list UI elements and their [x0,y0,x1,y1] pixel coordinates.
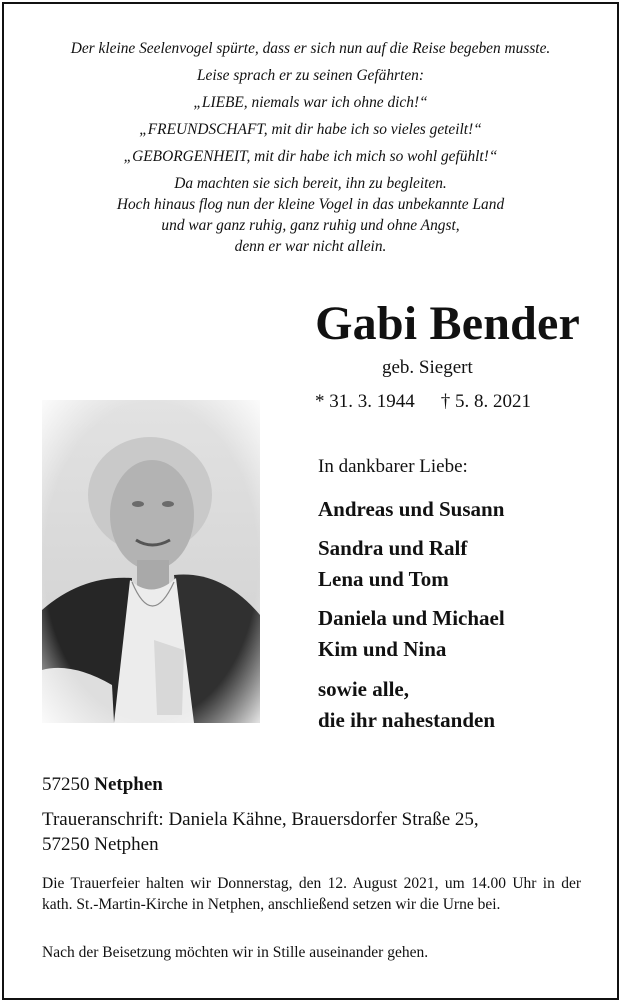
mourning-address-line: Traueranschrift: Daniela Kähne, Brauersdorfer Straße 25, [42,809,479,830]
mourning-address [42,807,582,857]
death-date: † 5. 8. 2021 [440,391,531,412]
closing-text: Nach der Beisetzung möchten wir in Stille auseinander gehen. [42,944,429,961]
mourner-name: sowie alle, [318,677,409,701]
mourner-name: Lena und Tom [318,567,449,591]
mourner-name: Kim und Nina [318,637,447,661]
mourners-intro: In dankbarer Liebe: [318,456,468,477]
maiden-name: geb. Siegert [382,357,473,378]
poem-line: Leise sprach er zu seinen Gefährten: [197,67,424,84]
poem-line: Da machten sie sich bereit, ihn zu begleiten. [174,175,447,192]
poem-line: „FREUNDSCHAFT, mit dir habe ich so vieles geteilt!“ [139,121,482,138]
poem-line: „GEBORGENHEIT, mit dir habe ich mich so wohl gefühlt!“ [123,148,498,165]
poem-line: und war ganz ruhig, ganz ruhig und ohne Angst, [161,217,460,234]
ceremony-text: Die Trauerfeier halten wir Donnerstag, den 12. August 2021, um 14.00 Uhr in der kath. St.-Martin-Kirche in Netphen, anschließend setzen wir die Urne bei. [42,875,581,913]
deceased-name: Gabi Bender [315,297,580,350]
mourner-name: Sandra und Ralf [318,536,468,560]
birth-date: * 31. 3. 1944 [315,391,415,412]
town-postcode: 57250 [42,774,90,795]
town-line [42,773,163,797]
mourner-name: Daniela und Michael [318,606,505,630]
poem [0,38,621,257]
poem-line: „LIEBE, niemals war ich ohne dich!“ [193,94,428,111]
poem-line: denn er war nicht allein. [234,238,387,255]
mourning-address-line: 57250 Netphen [42,834,159,855]
poem-line: Hoch hinaus flog nun der kleine Vogel in das unbekannte Land [116,196,505,213]
life-dates [315,390,531,414]
portrait-photo [42,400,260,723]
mourner-name: die ihr nahestanden [318,708,495,732]
poem-line: Der kleine Seelenvogel spürte, dass er sich nun auf die Reise begeben musste. [70,40,551,57]
mourner-name: Andreas und Susann [318,497,505,521]
town-name: Netphen [94,774,163,795]
